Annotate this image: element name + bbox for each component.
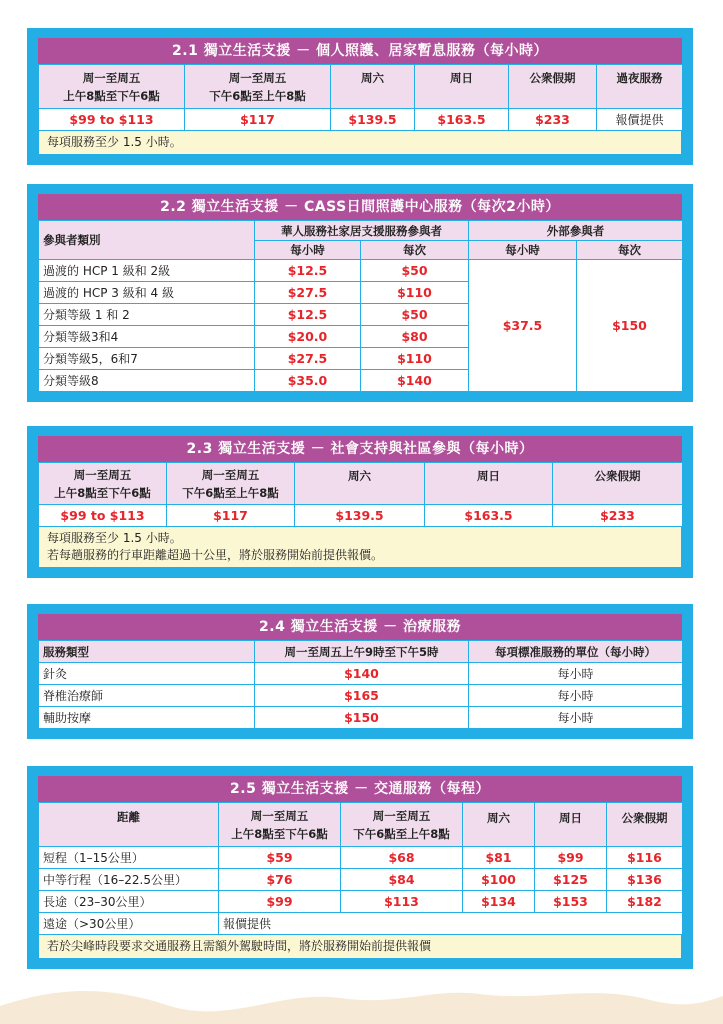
price-cell: $163.5 — [425, 505, 553, 527]
header-per-hour: 每小時 — [255, 241, 361, 260]
header-saturday: 周六 — [463, 803, 535, 847]
price-cell: $182 — [607, 891, 683, 913]
unit-cell: 每小時 — [469, 663, 683, 685]
header-cass-participants: 華人服務社家居支援服務參與者 — [255, 221, 469, 241]
price-cell: $134 — [463, 891, 535, 913]
price-cell: $113 — [341, 891, 463, 913]
row-label: 分類等級 1 和 2 — [39, 304, 255, 326]
price-cell: $27.5 — [255, 348, 361, 370]
price-cell: $110 — [361, 282, 469, 304]
price-cell: $99 — [535, 847, 607, 869]
section-2-4 — [27, 604, 693, 739]
price-cell: $59 — [219, 847, 341, 869]
price-cell: $139.5 — [331, 109, 415, 131]
row-label: 短程（1–15公里） — [39, 847, 219, 869]
header-per-hour: 每小時 — [469, 241, 577, 260]
section-2-3-note — [38, 527, 682, 568]
price-cell: $233 — [509, 109, 597, 131]
unit-cell: 每小時 — [469, 685, 683, 707]
header-weekday-hours: 周一至周五上午9時至下午5時 — [255, 641, 469, 663]
table-row — [39, 663, 683, 685]
price-cell: $140 — [255, 663, 469, 685]
header-saturday: 周六 — [295, 463, 425, 505]
quote-cell: 報價提供 — [597, 109, 683, 131]
header-public-holiday: 公衆假期 — [607, 803, 683, 847]
section-2-1-note: 每項服務至少 1.5 小時。 — [38, 131, 682, 155]
section-2-1-table — [38, 64, 683, 131]
price-cell: $35.0 — [255, 370, 361, 392]
price-cell: $99 to $113 — [39, 505, 167, 527]
price-cell: $150 — [255, 707, 469, 729]
price-cell: $117 — [185, 109, 331, 131]
row-label: 分類等級8 — [39, 370, 255, 392]
price-cell: $76 — [219, 869, 341, 891]
note-line: 每項服務至少 1.5 小時。 — [47, 531, 182, 545]
price-cell: $100 — [463, 869, 535, 891]
section-2-5-note: 若於尖峰時段要求交通服務且需額外駕駛時間，將於服務開始前提供報價 — [38, 935, 682, 959]
section-2-5-title: 2.5 獨立生活支援 － 交通服務（每程） — [38, 776, 682, 802]
header-weekday-night: 周一至周五 下午6點至上午8點 — [341, 803, 463, 847]
header-unit: 每項標准服務的單位（每小時） — [469, 641, 683, 663]
header-per-session: 每次 — [361, 241, 469, 260]
table-row — [39, 869, 683, 891]
price-cell: $110 — [361, 348, 469, 370]
header-weekday-night: 周一至周五 下午6點至上午8點 — [185, 65, 331, 109]
table-row — [39, 707, 683, 729]
section-2-1-title: 2.1 獨立生活支援 － 個人照護、居家暫息服務（每小時） — [38, 38, 682, 64]
section-2-3 — [27, 426, 693, 578]
header-saturday: 周六 — [331, 65, 415, 109]
header-distance: 距離 — [39, 803, 219, 847]
unit-cell: 每小時 — [469, 707, 683, 729]
price-cell: $84 — [341, 869, 463, 891]
note-line: 若每趟服務的行車距離超過十公里，將於服務開始前提供報價。 — [47, 548, 384, 562]
price-cell: $50 — [361, 304, 469, 326]
table-row — [39, 891, 683, 913]
external-session-price: $150 — [577, 260, 683, 392]
row-label: 分類等級3和4 — [39, 326, 255, 348]
section-2-5 — [27, 766, 693, 969]
price-cell: $116 — [607, 847, 683, 869]
header-overnight: 過夜服務 — [597, 65, 683, 109]
section-2-4-title: 2.4 獨立生活支援 － 治療服務 — [38, 614, 682, 640]
header-weekday-day: 周一至周五 上午8點至下午6點 — [39, 65, 185, 109]
external-hour-price: $37.5 — [469, 260, 577, 392]
section-2-3-title: 2.3 獨立生活支援 － 社會支持與社區參與（每小時） — [38, 436, 682, 462]
header-weekday-day: 周一至周五 上午8點至下午6點 — [219, 803, 341, 847]
row-label: 中等行程（16–22.5公里） — [39, 869, 219, 891]
price-cell: $153 — [535, 891, 607, 913]
section-2-2 — [27, 184, 693, 402]
price-cell: $99 — [219, 891, 341, 913]
row-label: 針灸 — [39, 663, 255, 685]
section-2-5-table — [38, 802, 683, 935]
row-label: 過渡的 HCP 1 級和 2級 — [39, 260, 255, 282]
price-cell: $165 — [255, 685, 469, 707]
price-cell: $163.5 — [415, 109, 509, 131]
price-cell: $139.5 — [295, 505, 425, 527]
quote-cell: 報價提供 — [219, 913, 683, 935]
row-label: 脊椎治療師 — [39, 685, 255, 707]
header-weekday-night: 周一至周五 下午6點至上午8點 — [167, 463, 295, 505]
header-per-session: 每次 — [577, 241, 683, 260]
row-label: 長途（23–30公里） — [39, 891, 219, 913]
price-cell: $68 — [341, 847, 463, 869]
price-cell: $20.0 — [255, 326, 361, 348]
table-row — [39, 913, 683, 935]
price-cell: $12.5 — [255, 260, 361, 282]
price-cell: $233 — [553, 505, 683, 527]
price-cell: $125 — [535, 869, 607, 891]
section-2-1 — [27, 28, 693, 165]
header-sunday: 周日 — [415, 65, 509, 109]
row-label: 過渡的 HCP 3 級和 4 級 — [39, 282, 255, 304]
header-public-holiday: 公衆假期 — [553, 463, 683, 505]
table-row — [39, 685, 683, 707]
price-cell: $81 — [463, 847, 535, 869]
header-external-participants: 外部參與者 — [469, 221, 683, 241]
header-service-type: 服務類型 — [39, 641, 255, 663]
price-cell: $27.5 — [255, 282, 361, 304]
header-weekday-day: 周一至周五 上午8點至下午6點 — [39, 463, 167, 505]
price-cell: $99 to $113 — [39, 109, 185, 131]
row-label: 輔助按摩 — [39, 707, 255, 729]
section-2-2-title: 2.2 獨立生活支援 － CASS日間照護中心服務（每次2小時） — [38, 194, 682, 220]
row-label: 遠途（>30公里） — [39, 913, 219, 935]
price-cell: $117 — [167, 505, 295, 527]
price-cell: $50 — [361, 260, 469, 282]
price-cell: $136 — [607, 869, 683, 891]
table-row — [39, 260, 683, 282]
decorative-wave — [0, 976, 723, 1024]
section-2-4-table — [38, 640, 683, 729]
section-2-3-table — [38, 462, 683, 527]
section-2-2-table — [38, 220, 683, 392]
header-participant-category: 參與者類別 — [39, 221, 255, 260]
table-row — [39, 847, 683, 869]
price-cell: $140 — [361, 370, 469, 392]
row-label: 分類等級5，6和7 — [39, 348, 255, 370]
header-public-holiday: 公衆假期 — [509, 65, 597, 109]
header-sunday: 周日 — [535, 803, 607, 847]
header-sunday: 周日 — [425, 463, 553, 505]
price-cell: $80 — [361, 326, 469, 348]
price-cell: $12.5 — [255, 304, 361, 326]
